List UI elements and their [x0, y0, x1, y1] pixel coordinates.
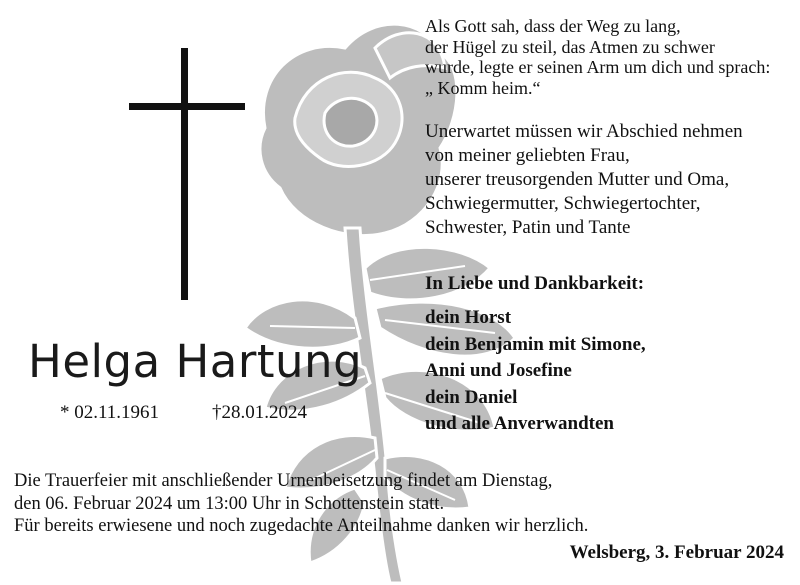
- funeral-details: [14, 470, 588, 538]
- poem: [425, 16, 770, 98]
- funeral-line: Die Trauerfeier mit anschließender Urnenbeisetzung findet am Dienstag,: [14, 471, 553, 491]
- cross-vertical-bar: [181, 48, 188, 300]
- poem-line: Als Gott sah, dass der Weg zu lang,: [425, 16, 681, 36]
- deceased-name: Helga Hartung: [28, 335, 363, 388]
- mourner: dein Benjamin mit Simone,: [425, 333, 646, 355]
- death-date: 28.01.2024: [221, 402, 307, 423]
- funeral-line: Für bereits erwiesene und noch zugedachte Anteilnahme danken wir herzlich.: [14, 516, 589, 536]
- cross-horizontal-bar: [129, 103, 245, 110]
- place-and-date: Welsberg, 3. Februar 2024: [569, 542, 784, 563]
- mourner: und alle Anverwandten: [425, 413, 614, 434]
- funeral-line: den 06. Februar 2024 um 13:00 Uhr in Schottenstein statt.: [14, 493, 445, 514]
- birth-date: * 02.11.1961: [60, 402, 160, 423]
- announcement-line: Unerwartet müssen wir Abschied nehmen: [425, 121, 743, 142]
- announcement-line: unserer treusorgenden Mutter und Oma,: [425, 169, 730, 190]
- mourner: dein Horst: [425, 307, 512, 328]
- mourners-list: [425, 305, 646, 438]
- announcement-text: [425, 120, 743, 240]
- poem-line: der Hügel zu steil, das Atmen zu schwer: [425, 36, 715, 57]
- poem-line: wurde, legte er seinen Arm um dich und sprach:: [425, 57, 771, 77]
- poem-line: „ Komm heim.“: [425, 77, 541, 98]
- mourners-heading: In Liebe und Dankbarkeit:: [425, 273, 645, 294]
- death-cross-icon: †: [212, 402, 222, 423]
- mourner: Anni und Josefine: [425, 360, 572, 381]
- mourner: dein Daniel: [425, 386, 518, 408]
- announcement-line: von meiner geliebten Frau,: [425, 145, 630, 166]
- announcement-line: Schwester, Patin und Tante: [425, 217, 631, 238]
- announcement-line: Schwiegermutter, Schwiegertochter,: [425, 193, 701, 214]
- death-date-group: [212, 402, 307, 424]
